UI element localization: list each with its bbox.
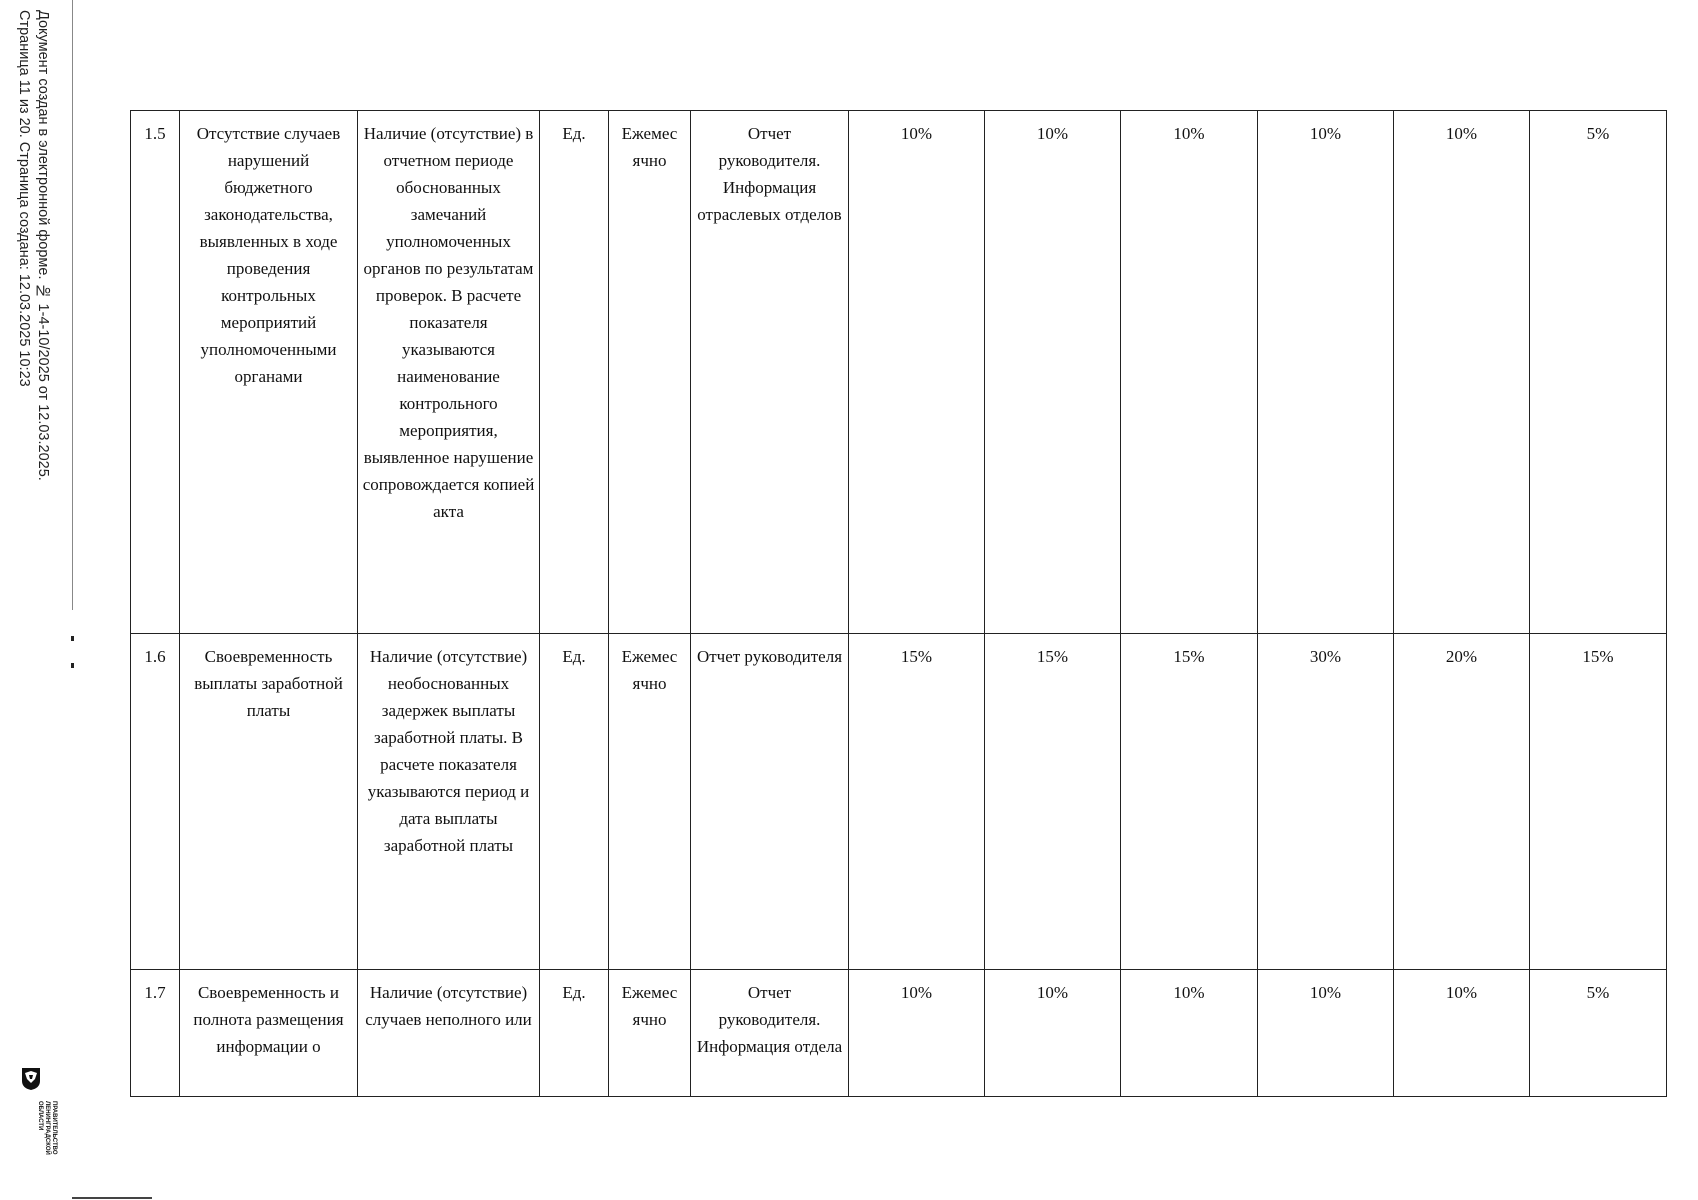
- value-cell: 10%: [1394, 970, 1530, 1097]
- page-edge-mark: [72, 1197, 152, 1199]
- frequency-cell: Ежемес ячно: [609, 970, 691, 1097]
- value-cell: 15%: [1530, 634, 1667, 970]
- row-number: 1.7: [131, 970, 180, 1097]
- value-cell: 10%: [985, 111, 1121, 634]
- document-stamp-line-1: Документ создан в электронной форме. № 1-4-10/2025 от 12.03.2025.: [35, 10, 51, 481]
- document-stamp-text: [14, 10, 52, 481]
- row-number: 1.6: [131, 634, 180, 970]
- value-cell: 10%: [1394, 111, 1530, 634]
- value-cell: 10%: [1258, 970, 1394, 1097]
- margin-mark: [71, 663, 74, 668]
- value-cell: 10%: [1258, 111, 1394, 634]
- source-cell: Отчет руководителя. Информация отдела: [691, 970, 849, 1097]
- value-cell: 15%: [985, 634, 1121, 970]
- table-row: [131, 970, 1667, 1097]
- indicator-criteria: Наличие (отсутствие) необоснованных задержек выплаты заработной платы. В расчете показателя указываются период и дата выплаты заработной платы: [358, 634, 540, 970]
- value-cell: 10%: [849, 111, 985, 634]
- indicators-table: [130, 110, 1667, 1097]
- unit-cell: Ед.: [540, 634, 609, 970]
- government-logo: [18, 1067, 58, 1187]
- value-cell: 5%: [1530, 111, 1667, 634]
- indicator-criteria: Наличие (отсутствие) случаев неполного или: [358, 970, 540, 1097]
- indicator-criteria: Наличие (отсутствие) в отчетном периоде обоснованных замечаний уполномоченных органов по результатам проверок. В расчете показателя указываются наименование контрольного мероприятия, выявленное нарушение сопровождается копией акта: [358, 111, 540, 634]
- row-number: 1.5: [131, 111, 180, 634]
- value-cell: 10%: [1121, 970, 1258, 1097]
- value-cell: 10%: [849, 970, 985, 1097]
- value-cell: 10%: [1121, 111, 1258, 634]
- logo-text: ПРАВИТЕЛЬСТВО ЛЕНИНГРАДСКОЙ ОБЛАСТИ: [37, 1101, 57, 1155]
- frequency-cell: Ежемес ячно: [609, 111, 691, 634]
- indicator-name: Отсутствие случаев нарушений бюджетного законодательства, выявленных в ходе проведения контрольных мероприятий уполномоченными органами: [180, 111, 358, 634]
- table-row: [131, 111, 1667, 634]
- document-stamp-line-2: Страница 11 из 20. Страница создана: 12.03.2025 10:23: [16, 10, 32, 387]
- unit-cell: Ед.: [540, 970, 609, 1097]
- coat-of-arms-icon: [21, 1067, 41, 1091]
- source-cell: Отчет руководителя. Информация отраслевых отделов: [691, 111, 849, 634]
- table-row: [131, 634, 1667, 970]
- source-cell: Отчет руководителя: [691, 634, 849, 970]
- value-cell: 30%: [1258, 634, 1394, 970]
- margin-mark: [71, 636, 74, 641]
- indicator-name: Своевременность и полнота размещения информации о: [180, 970, 358, 1097]
- frequency-cell: Ежемес ячно: [609, 634, 691, 970]
- value-cell: 10%: [985, 970, 1121, 1097]
- unit-cell: Ед.: [540, 111, 609, 634]
- value-cell: 5%: [1530, 970, 1667, 1097]
- value-cell: 15%: [849, 634, 985, 970]
- value-cell: 15%: [1121, 634, 1258, 970]
- value-cell: 20%: [1394, 634, 1530, 970]
- indicator-name: Своевременность выплаты заработной платы: [180, 634, 358, 970]
- margin-rule: [72, 0, 73, 610]
